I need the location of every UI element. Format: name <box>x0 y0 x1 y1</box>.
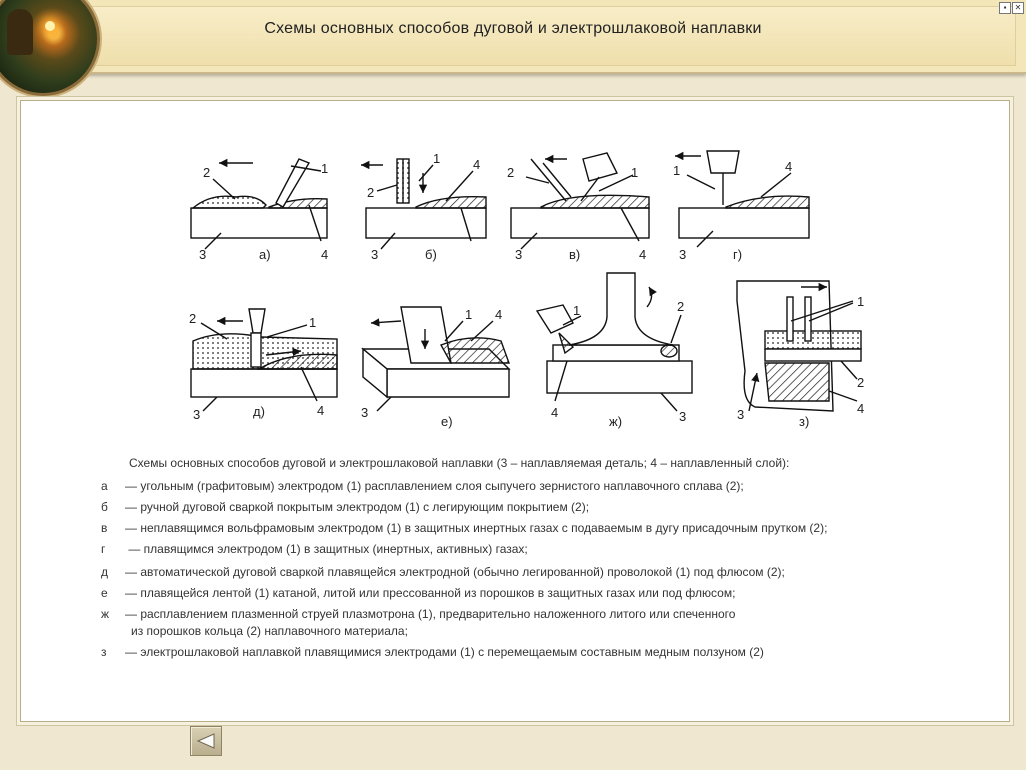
label-zh: ж) <box>609 414 623 429</box>
scheme-z <box>737 281 861 411</box>
num-b-3: 3 <box>371 247 379 262</box>
num-g-4: 4 <box>785 159 793 174</box>
scheme-a <box>191 159 327 249</box>
label-e: е) <box>441 414 453 429</box>
num-d-1: 1 <box>309 315 317 330</box>
num-v-1: 1 <box>631 165 639 180</box>
minimize-button[interactable]: ▪ <box>999 2 1011 14</box>
num-e-4: 4 <box>495 307 503 322</box>
legend-item-b: б — ручной дуговой сваркой покрытым электродом (1) с легирующим покрытием (2); <box>101 500 590 514</box>
scheme-v <box>511 153 649 249</box>
num-b-1: 1 <box>433 151 441 166</box>
num-zh-2: 2 <box>677 299 685 314</box>
arrow-left-icon <box>195 731 217 751</box>
label-g: г) <box>733 247 743 262</box>
legend-item-g: г — плавящимся электродом (1) в защитных (инертных, активных) газах; <box>101 542 528 556</box>
back-button[interactable] <box>190 726 222 756</box>
label-v: в) <box>569 247 581 262</box>
num-a-3: 3 <box>199 247 207 262</box>
legend-item-d: д — автоматической дуговой сваркой плавящейся электродной (обычно легированной) проволокой (1) под флюсом (2); <box>101 565 785 579</box>
label-d: д) <box>253 404 265 419</box>
scheme-b <box>361 159 486 249</box>
num-zh-1: 1 <box>573 303 581 318</box>
close-button[interactable]: ✕ <box>1012 2 1024 14</box>
num-a-2: 2 <box>203 165 211 180</box>
legend-item-e: е — плавящейся лентой (1) катаной, литой или прессованной из порошков в защитных газах или под флюсом; <box>101 586 736 600</box>
page-title: Схемы основных способов дуговой и электрошлаковой наплавки <box>264 20 762 37</box>
num-e-1: 1 <box>465 307 473 322</box>
welder-figure <box>7 9 33 55</box>
num-z-1: 1 <box>857 294 865 309</box>
scheme-e <box>363 307 509 411</box>
num-d-3: 3 <box>193 407 201 422</box>
num-d-4: 4 <box>317 403 325 418</box>
welding-logo <box>0 0 100 96</box>
num-v-4: 4 <box>639 247 647 262</box>
diagram-caption: Схемы основных способов дуговой и электрошлаковой наплавки (3 – наплавляемая деталь; 4 – наплавленный слой): <box>129 456 790 470</box>
num-g-3: 3 <box>679 247 687 262</box>
scheme-zh <box>537 273 692 411</box>
num-zh-3: 3 <box>679 409 687 424</box>
label-a: а) <box>259 247 271 262</box>
legend-item-zh: ж — расплавлением плазменной струей плазмотрона (1), предварительно наложенного литого или спеченного <box>101 607 736 621</box>
header-bar <box>0 0 1026 74</box>
num-b-4: 4 <box>473 157 481 172</box>
content-panel <box>20 100 1010 722</box>
num-d-2: 2 <box>189 311 197 326</box>
legend-item-a: а — угольным (графитовым) электродом (1) расплавлением слоя сыпучего зернистого наплавочного сплава (2); <box>101 479 744 493</box>
num-b-2: 2 <box>367 185 375 200</box>
label-z: з) <box>799 414 810 429</box>
num-a-1: 1 <box>321 161 329 176</box>
legend-item-zh-cont: из порошков кольца (2) наплавочного материала; <box>131 624 408 638</box>
num-e-3: 3 <box>361 405 369 420</box>
num-z-4: 4 <box>857 401 865 416</box>
spark-icon <box>45 21 55 31</box>
num-zh-4: 4 <box>551 405 559 420</box>
num-z-2: 2 <box>857 375 865 390</box>
legend-item-z: з — электрошлаковой наплавкой плавящимися электродами (1) с перемещаемым составным медным ползуном (2) <box>101 645 764 659</box>
num-z-3: 3 <box>737 407 745 422</box>
num-g-1: 1 <box>673 163 681 178</box>
legend-item-v: в — неплавящимся вольфрамовым электродом (1) в защитных инертных газах с подаваемым в дугу присадочным прутком (2); <box>101 521 828 535</box>
num-v-3: 3 <box>515 247 523 262</box>
label-b: б) <box>425 247 437 262</box>
num-a-4: 4 <box>321 247 329 262</box>
num-v-2: 2 <box>507 165 515 180</box>
welding-schemes-diagram <box>21 101 1009 446</box>
